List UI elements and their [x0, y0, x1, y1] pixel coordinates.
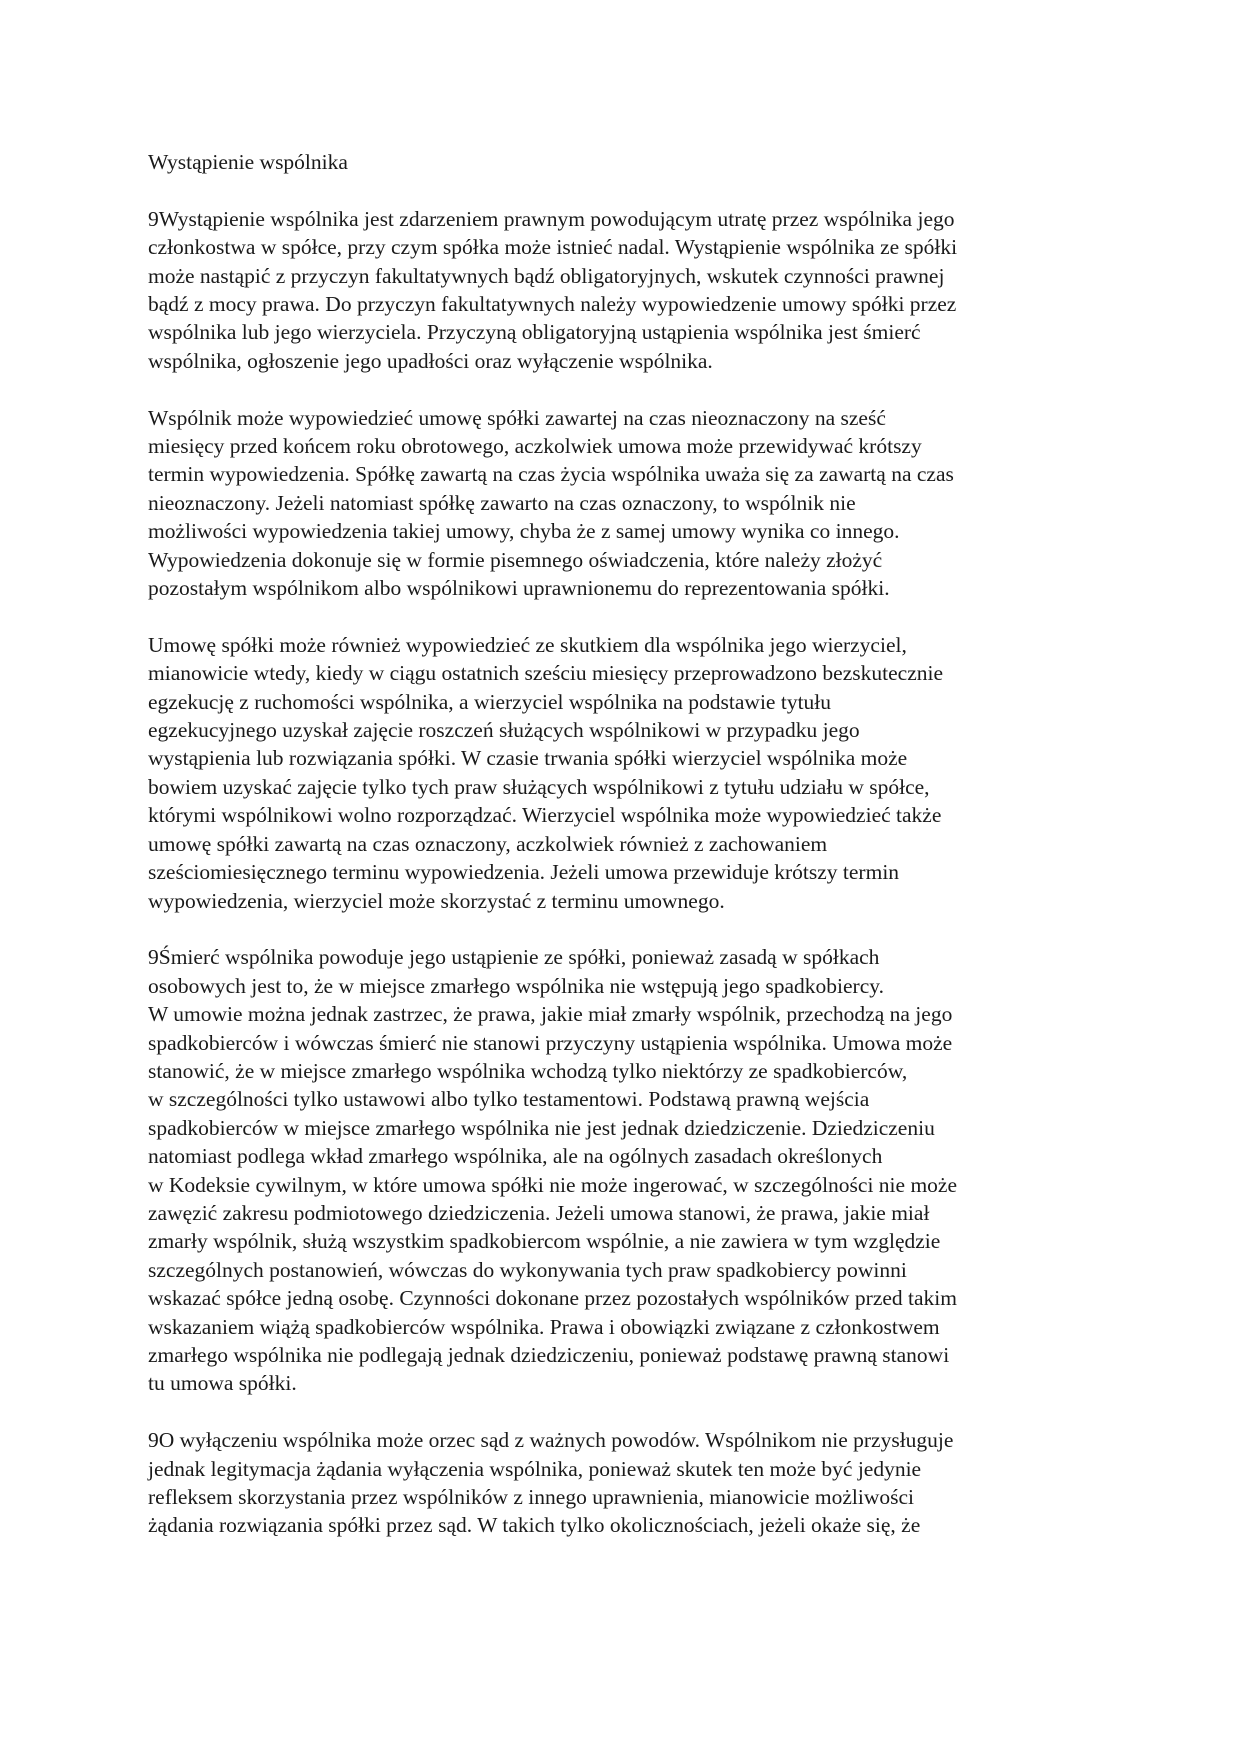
- text-line: Wspólnik może wypowiedzieć umowę spółki zawartej na czas nieoznaczony na sześć: [148, 405, 886, 430]
- paragraph-5: [148, 1426, 1098, 1540]
- text-line: wskazaniem wiążą spadkobierców wspólnika. Prawa i obowiązki związane z członkostwem: [148, 1314, 940, 1339]
- paragraph-2: [148, 404, 1098, 603]
- text-line: wspólnika lub jego wierzyciela. Przyczyną obligatoryjną ustąpienia wspólnika jest śmierć: [148, 320, 921, 345]
- text-line: mianowicie wtedy, kiedy w ciągu ostatnich sześciu miesięcy przeprowadzono bezskutecznie: [148, 661, 944, 686]
- text-line: w Kodeksie cywilnym, w które umowa spółki nie może ingerować, w szczególności nie może: [148, 1172, 958, 1197]
- text-line: członkostwa w spółce, przy czym spółka może istnieć nadal. Wystąpienie wspólnika ze spółki: [148, 235, 958, 260]
- text-line: Wypowiedzenia dokonuje się w formie pisemnego oświadczenia, które należy złożyć: [148, 547, 883, 572]
- text-line: którymi wspólnikowi wolno rozporządzać. Wierzyciel wspólnika może wypowiedzieć także: [148, 803, 942, 828]
- text-line: stanowić, że w miejsce zmarłego wspólnika wchodzą tylko niektórzy ze spadkobierców,: [148, 1058, 908, 1083]
- text-line: wystąpienia lub rozwiązania spółki. W czasie trwania spółki wierzyciel wspólnika może: [148, 746, 908, 771]
- text-line: nieoznaczony. Jeżeli natomiast spółkę zawarto na czas oznaczony, to wspólnik nie: [148, 490, 856, 515]
- text-line: bądź z mocy prawa. Do przyczyn fakultatywnych należy wypowiedzenie umowy spółki przez: [148, 292, 957, 317]
- text-line: 9Wystąpienie wspólnika jest zdarzeniem prawnym powodującym utratę przez wspólnika jego: [148, 206, 955, 231]
- text-line: egzekucyjnego uzyskał zajęcie roszczeń służących wspólnikowi w przypadku jego: [148, 718, 860, 743]
- text-line: w szczególności tylko ustawowi albo tylko testamentowi. Podstawą prawną wejścia: [148, 1087, 870, 1112]
- text-line: wspólnika, ogłoszenie jego upadłości oraz wyłączenie wspólnika.: [148, 348, 713, 373]
- document-page: [148, 148, 1098, 1568]
- paragraph-3: [148, 631, 1098, 915]
- text-line: wypowiedzenia, wierzyciel może skorzystać z terminu umownego.: [148, 888, 725, 913]
- paragraph-4: [148, 943, 1098, 1398]
- text-line: wskazać spółce jedną osobę. Czynności dokonane przez pozostałych wspólników przed takim: [148, 1286, 957, 1311]
- text-line: możliwości wypowiedzenia takiej umowy, chyba że z samej umowy wynika co innego.: [148, 519, 900, 544]
- paragraph-1: [148, 205, 1098, 375]
- text-line: W umowie można jednak zastrzec, że prawa, jakie miał zmarły wspólnik, przechodzą na jego: [148, 1002, 953, 1027]
- document-title: Wystąpienie wspólnika: [148, 150, 348, 174]
- text-line: może nastąpić z przyczyn fakultatywnych bądź obligatoryjnych, wskutek czynności prawnej: [148, 263, 945, 288]
- text-line: zmarłego wspólnika nie podlegają jednak dziedziczeniu, ponieważ podstawę prawną stanowi: [148, 1343, 950, 1367]
- text-line: sześciomiesięcznego terminu wypowiedzenia. Jeżeli umowa przewiduje krótszy termin: [148, 860, 900, 885]
- text-line: pozostałym wspólnikom albo wspólnikowi uprawnionemu do reprezentowania spółki.: [148, 576, 890, 601]
- text-line: egzekucję z ruchomości wspólnika, a wierzyciel wspólnika na podstawie tytułu: [148, 689, 832, 714]
- text-line: Umowę spółki może również wypowiedzieć ze skutkiem dla wspólnika jego wierzyciel,: [148, 632, 907, 657]
- text-line: żądania rozwiązania spółki przez sąd. W takich tylko okolicznościach, jeżeli okaże się, że: [148, 1513, 921, 1538]
- text-line: umowę spółki zawartą na czas oznaczony, aczkolwiek również z zachowaniem: [148, 831, 828, 856]
- text-line: 9Śmierć wspólnika powoduje jego ustąpienie ze spółki, ponieważ zasadą w spółkach: [148, 945, 880, 970]
- text-line: osobowych jest to, że w miejsce zmarłego wspólnika nie wstępują jego spadkobiercy.: [148, 973, 884, 998]
- text-line: bowiem uzyskać zajęcie tylko tych praw służących wspólnikowi z tytułu udziału w spółce,: [148, 774, 930, 799]
- text-line: 9O wyłączeniu wspólnika może orzec sąd z ważnych powodów. Wspólnikom nie przysługuje: [148, 1428, 954, 1453]
- text-line: natomiast podlega wkład zmarłego wspólnika, ale na ogólnych zasadach określonych: [148, 1144, 883, 1169]
- text-line: spadkobierców w miejsce zmarłego wspólnika nie jest jednak dziedziczenie. Dziedziczeniu: [148, 1115, 935, 1140]
- text-line: zawęzić zakresu podmiotowego dziedziczenia. Jeżeli umowa stanowi, że prawa, jakie miał: [148, 1200, 930, 1225]
- text-line: tu umowa spółki.: [148, 1371, 297, 1396]
- text-line: zmarły wspólnik, służą wszystkim spadkobiercom wspólnie, a nie zawiera w tym względzie: [148, 1229, 941, 1254]
- text-line: refleksem skorzystania przez wspólników z innego uprawnienia, mianowicie możliwości: [148, 1485, 915, 1510]
- text-line: szczególnych postanowień, wówczas do wykonywania tych praw spadkobiercy powinni: [148, 1257, 907, 1282]
- text-line: miesięcy przed końcem roku obrotowego, aczkolwiek umowa może przewidywać krótszy: [148, 434, 922, 459]
- text-line: spadkobierców i wówczas śmierć nie stanowi przyczyny ustąpienia wspólnika. Umowa może: [148, 1030, 953, 1055]
- text-line: termin wypowiedzenia. Spółkę zawartą na czas życia wspólnika uważa się za zawartą na czas: [148, 462, 954, 487]
- text-line: jednak legitymacja żądania wyłączenia wspólnika, ponieważ skutek ten może być jedynie: [148, 1456, 922, 1481]
